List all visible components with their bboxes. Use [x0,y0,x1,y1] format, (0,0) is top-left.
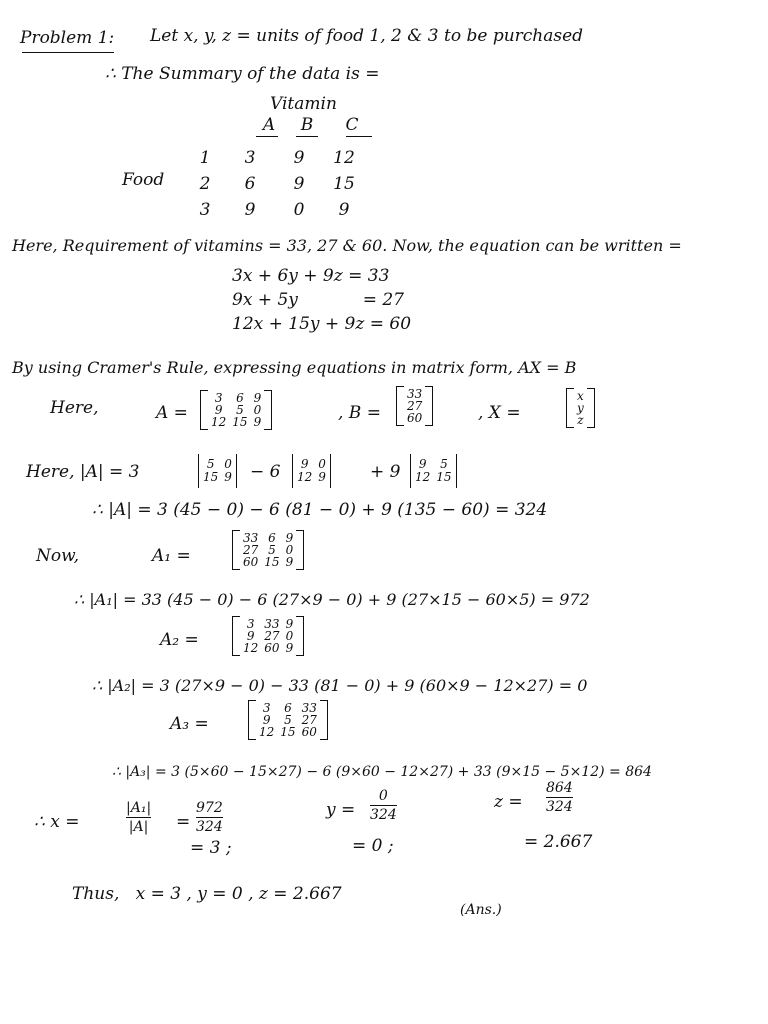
table-cell: 9 [338,200,350,220]
matrix-cell: 60 [301,725,317,739]
x-result: = 3 ; [190,838,232,858]
ans-tag: (Ans.) [460,902,502,918]
y-result: = 0 ; [352,836,394,856]
matrix-cell: 15 [280,725,296,739]
matrix-cell: x [577,389,584,403]
z-fraction [546,780,573,815]
a1-label: A₁ = [152,546,191,566]
table-cell: 9 [293,148,305,168]
summary-text: ∴ The Summary of the data is = [105,64,380,84]
matrix-cell: 0 [285,629,294,643]
x-fraction-value [196,800,223,835]
matrix-cell: 15 [436,470,452,484]
det-a3: ∴ |A₃| = 3 (5×60 − 15×27) − 6 (9×60 − 12×27) + 33 (9×15 − 5×12) = 864 [112,764,652,780]
here-label: Here, [50,398,99,418]
det-a-mid-2: + 9 [370,462,401,482]
column-b: B [300,115,314,135]
food-3: 3 [199,200,211,220]
fraction-denominator: 324 [546,799,573,816]
matrix-cell: 27 [301,713,317,727]
matrix-cell: 9 [253,391,262,405]
matrix-cell: 60 [264,641,280,655]
det-a-mid-1: − 6 [250,462,281,482]
matrix-cell: 12 [211,415,227,429]
matrix-cell: 33 [407,387,423,401]
matrix-cell: 3 [262,701,271,715]
det-a-result: ∴ |A| = 3 (45 − 0) − 6 (81 − 0) + 9 (135 − 60) = 324 [92,500,548,520]
matrix-x [566,388,595,428]
fraction-numerator: 0 [378,788,388,804]
matrix-cell: 9 [253,415,262,429]
matrix-cell: 27 [407,399,423,413]
problem-underline [22,52,114,53]
b-label: , B = [338,403,381,423]
det-a2: ∴ |A₂| = 3 (27×9 − 0) − 33 (81 − 0) + 9 (60×9 − 12×27) = 0 [92,676,588,695]
a3-label: A₃ = [170,714,209,734]
fraction-numerator: |A₁| [126,800,152,816]
equation-3: 12x + 15y + 9z = 60 [232,314,412,334]
a-label: A = [156,403,188,423]
table-cell: 9 [244,200,256,220]
table-header: Vitamin [270,94,337,114]
matrix-cell: 6 [236,391,244,405]
matrix-a2 [232,616,304,656]
matrix-cell: 9 [214,403,223,417]
matrix-cell: 9 [262,713,271,727]
minor-3 [410,454,457,488]
matrix-cell: 0 [318,457,326,471]
matrix-cell: 9 [224,470,232,484]
x-solution-lhs: ∴ x = [34,812,80,832]
requirement-text: Here, Requirement of vitamins = 33, 27 & 60. Now, the equation can be written = [12,236,682,255]
matrix-cell: 15 [264,555,280,569]
matrix-cell: 5 [284,713,292,727]
matrix-cell: 9 [285,531,294,545]
y-solution-lhs: y = [326,800,356,820]
fraction-denominator: 324 [370,807,397,824]
matrix-a1 [232,530,304,570]
problem-intro: Let x, y, z = units of food 1, 2 & 3 to be purchased [150,26,584,46]
matrix-cell: 9 [285,617,294,631]
matrix-cell: 5 [206,457,215,471]
matrix-cell: 27 [264,629,280,643]
matrix-cell: 33 [301,701,317,715]
matrix-cell: 12 [259,725,275,739]
vitamin-table [190,145,370,223]
cramer-text: By using Cramer's Rule, expressing equations in matrix form, AX = B [12,358,577,377]
z-result: = 2.667 [524,832,593,852]
problem-label: Problem 1: [20,28,115,48]
equation-2: 9x + 5y = 27 [232,290,405,310]
fraction-denominator: 324 [196,819,223,836]
matrix-cell: 5 [236,403,244,417]
table-cell: 3 [244,148,256,168]
matrix-cell: 15 [203,470,219,484]
matrix-cell: 3 [246,617,255,631]
now-label: Now, [36,546,80,566]
food-2: 2 [199,174,211,194]
matrix-cell: y [577,401,584,415]
matrix-cell: 60 [243,555,259,569]
matrix-cell: 12 [243,641,259,655]
matrix-cell: 9 [318,470,326,484]
matrix-cell: 6 [284,701,292,715]
column-c: C [345,115,359,135]
equation-1: 3x + 6y + 9z = 33 [232,266,390,286]
column-b-underline [296,136,318,137]
table-cell: 12 [333,148,355,168]
matrix-cell: 12 [415,470,431,484]
matrix-cell: 15 [232,415,248,429]
matrix-cell: 9 [246,629,255,643]
matrix-cell: 0 [285,543,294,557]
column-a-underline [256,136,278,137]
matrix-a3 [248,700,328,740]
fraction-numerator: 972 [196,800,223,816]
matrix-cell: 9 [418,457,427,471]
final-answer: Thus, x = 3 , y = 0 , z = 2.667 [72,884,342,904]
matrix-cell: 9 [285,555,294,569]
matrix-b [396,386,433,426]
a2-label: A₂ = [160,630,199,650]
matrix-cell: 5 [268,543,276,557]
matrix-cell: 9 [285,641,294,655]
det-a-prefix: Here, |A| = 3 [26,462,140,482]
z-solution-lhs: z = [494,792,523,812]
table-cell: 15 [333,174,355,194]
matrix-cell: 3 [214,391,223,405]
table-cell: 0 [293,200,305,220]
matrix-a [200,390,272,430]
minor-2 [292,454,331,488]
x-fraction-det [126,800,151,835]
column-a: A [262,115,276,135]
table-cell: 6 [244,174,256,194]
column-c-underline [346,136,372,137]
matrix-cell: 0 [224,457,232,471]
matrix-cell: 5 [440,457,448,471]
det-a1: ∴ |A₁| = 33 (45 − 0) − 6 (27×9 − 0) + 9 (27×15 − 60×5) = 972 [74,590,590,609]
table-cell: 9 [293,174,305,194]
matrix-cell: 12 [297,470,313,484]
matrix-cell: 6 [268,531,276,545]
matrix-cell: 0 [253,403,262,417]
table-columns [250,112,378,138]
y-fraction [370,788,397,823]
matrix-cell: z [577,413,584,427]
x-label: , X = [478,403,521,423]
fraction-numerator: 864 [546,780,573,796]
food-1: 1 [199,148,211,168]
fraction-denominator: |A| [128,819,149,836]
matrix-cell: 33 [264,617,280,631]
minor-1 [198,454,237,488]
matrix-cell: 27 [243,543,259,557]
x-equals: = [176,812,191,832]
row-label-food: Food [122,170,165,190]
matrix-cell: 9 [300,457,309,471]
matrix-cell: 33 [243,531,259,545]
matrix-cell: 60 [407,411,423,425]
